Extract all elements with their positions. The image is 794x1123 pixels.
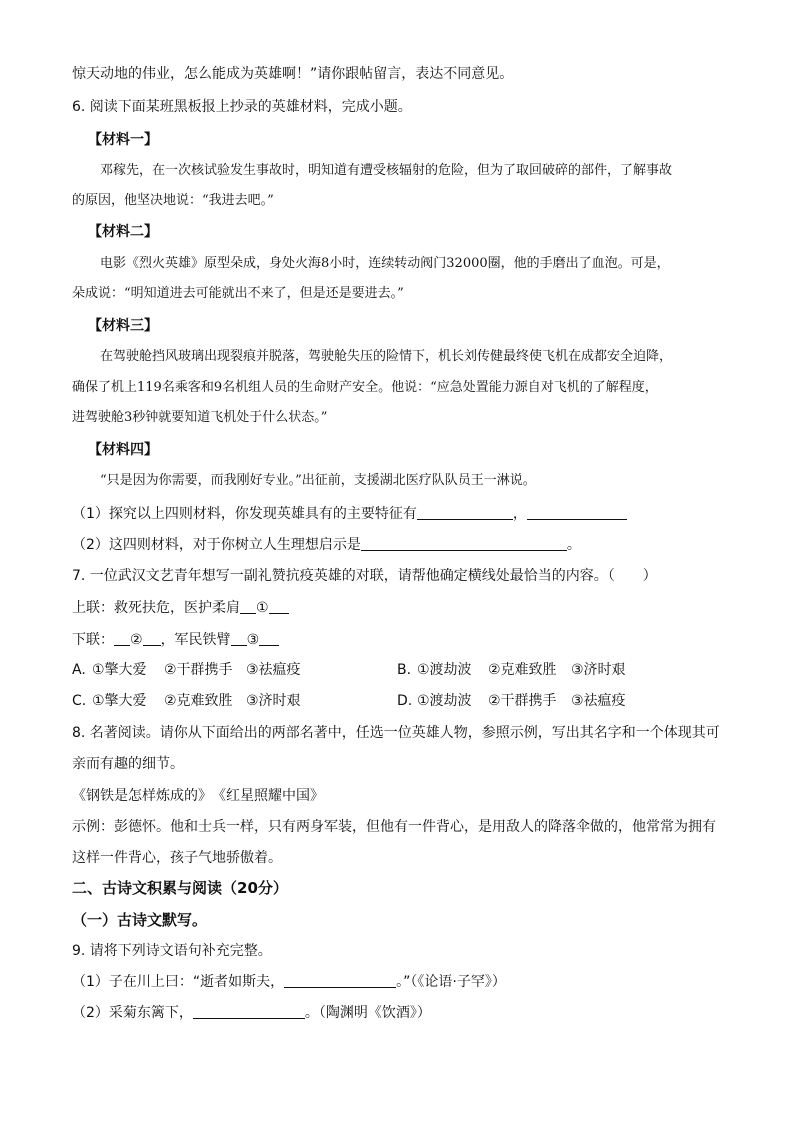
- couplet-mark-1: ①: [256, 600, 269, 616]
- q6-sub1-text: （1）探究以上四则材料，你发现英雄具有的主要特征有: [72, 506, 417, 522]
- material-1-line-1: 邓稼先，在一次核试验发生事故时，明知道有遭受核辐射的危险，但为了取回破碎的部件，了解事故: [100, 163, 673, 178]
- q6-sub2: [72, 535, 581, 555]
- option-c-label: C.: [72, 693, 87, 709]
- option-c-part-2: ②克难致胜: [164, 693, 233, 709]
- couplet-blank: [269, 599, 289, 614]
- q9-item-2-prefix: （2）采菊东篱下，: [72, 1005, 193, 1021]
- answer-blank[interactable]: [284, 973, 396, 988]
- section-2-title: 二、古诗文积累与阅读（20分）: [72, 879, 288, 897]
- option-a[interactable]: [72, 660, 86, 680]
- option-b-label: B.: [397, 662, 412, 678]
- q8-example-line-1: 示例：彭德怀。他和士兵一样，只有两身军装，但他有一件背心，是用敌人的降落伞做的，他常常为拥有: [72, 819, 716, 835]
- q9-item-1: [72, 972, 506, 992]
- q7-stem: 7. 一位武汉文艺青年想写一副礼赞抗疫英雄的对联，请帮他确定横线处最恰当的内容。（ ）: [72, 568, 657, 584]
- q8-example-line-2: 这样一件背心，孩子气地骄傲着。: [72, 850, 282, 866]
- q8-stem-line-1: 8. 名著阅读。请你从下面给出的两部名著中，任选一位英雄人物，参照示例，写出其名字和一个体现其可: [72, 725, 720, 741]
- couplet-blank: [240, 599, 256, 614]
- answer-blank[interactable]: [417, 505, 513, 520]
- option-d-label: D.: [397, 693, 413, 709]
- answer-blank[interactable]: [193, 1004, 305, 1019]
- option-a-label: A.: [72, 662, 86, 678]
- option-a-part-2: ②干群携手: [164, 662, 233, 678]
- option-c-part-3: ③济时艰: [246, 693, 301, 709]
- answer-blank[interactable]: [527, 505, 627, 520]
- q6-sub1-separator: ，: [512, 506, 527, 522]
- material-4-title: 【材料四】: [88, 442, 158, 458]
- couplet-upper-text: 上联：救死扶危，医护柔肩: [72, 600, 240, 616]
- couplet-mark-3: ③: [246, 632, 260, 648]
- q9-stem: 9. 请将下列诗文语句补充完整。: [72, 943, 272, 959]
- q8-stem-line-2: 亲而有趣的细节。: [72, 756, 184, 772]
- q6-stem: 6. 阅读下面某班黑板报上抄录的英雄材料，完成小题。: [72, 99, 412, 115]
- couplet-blank: [259, 631, 279, 646]
- option-b[interactable]: [397, 660, 411, 680]
- option-d-part-3: ③祛瘟疫: [571, 693, 626, 709]
- intro-tail: 惊天动地的伟业，怎么能成为英雄啊！”请你跟帖留言，表达不同意见。: [72, 66, 514, 82]
- option-b-part-3: ③济时艰: [571, 662, 626, 678]
- option-a-part-1: ①擎大爱: [92, 662, 147, 678]
- q6-sub1: [72, 504, 627, 524]
- option-c[interactable]: [72, 691, 86, 711]
- material-2-line-1: 电影《烈火英雄》原型朵成，身处火海8小时，连续转动阀门32000圈，他的手磨出了血泡。可是，: [100, 256, 670, 271]
- couplet-lower: [72, 630, 279, 650]
- material-1-line-2: 的原因，他坚决地说：“我进去吧。”: [72, 193, 274, 208]
- material-2-line-2: 朵成说：“明知道进去可能就出不来了，但是还是要进去。”: [72, 286, 404, 301]
- couplet-blank: [114, 631, 130, 646]
- option-a-part-3: ③祛瘟疫: [246, 662, 301, 678]
- section-2-subtitle: （一）古诗文默写。: [72, 911, 208, 929]
- couplet-lower-mid: ，军民铁臂: [160, 632, 231, 648]
- option-d-part-1: ①渡劫波: [417, 693, 472, 709]
- couplet-mark-2: ②: [130, 632, 143, 648]
- material-3-line-2: 确保了机上119名乘客和9名机组人员的生命财产安全。他说：“应急处置能力源自对飞机的了解程度，: [72, 380, 658, 395]
- material-3-line-3: 进驾驶舱3秒钟就要知道飞机处于什么状态。”: [72, 410, 328, 425]
- couplet-blank: [231, 631, 247, 646]
- material-3-line-1: 在驾驶舱挡风玻璃出现裂痕并脱落，驾驶舱失压的险情下，机长刘传健最终使飞机在成都安全迫降，: [100, 349, 673, 364]
- couplet-upper: [72, 598, 289, 618]
- q9-item-2: [72, 1003, 431, 1023]
- q6-sub2-text: （2）这四则材料，对于你树立人生理想启示是: [72, 537, 361, 553]
- option-b-part-2: ②克难致胜: [488, 662, 557, 678]
- option-b-part-1: ①渡劫波: [417, 662, 472, 678]
- option-c-part-1: ①擎大爱: [92, 693, 147, 709]
- material-2-title: 【材料二】: [88, 224, 158, 240]
- material-1-title: 【材料一】: [88, 132, 158, 148]
- q9-item-1-prefix: （1）子在川上曰：“逝者如斯夫，: [72, 974, 285, 990]
- q6-sub2-end: 。: [566, 537, 581, 553]
- q9-item-1-suffix: 。”（《论语·子罕》）: [396, 974, 506, 990]
- answer-blank[interactable]: [361, 536, 567, 551]
- q8-books: 《钢铁是怎样炼成的》 《红星照耀中国》: [72, 788, 324, 804]
- option-d-part-2: ②干群携手: [488, 693, 557, 709]
- option-d[interactable]: [397, 691, 412, 711]
- q9-item-2-suffix: 。（陶渊明《饮酒》）: [304, 1005, 431, 1021]
- material-3-title: 【材料三】: [88, 318, 158, 334]
- couplet-blank: [143, 631, 161, 646]
- material-4-line-1: “只是因为你需要，而我刚好专业。”出征前，支援湖北医疗队队员王一淋说。: [100, 473, 536, 488]
- couplet-lower-prefix: 下联：: [72, 632, 114, 648]
